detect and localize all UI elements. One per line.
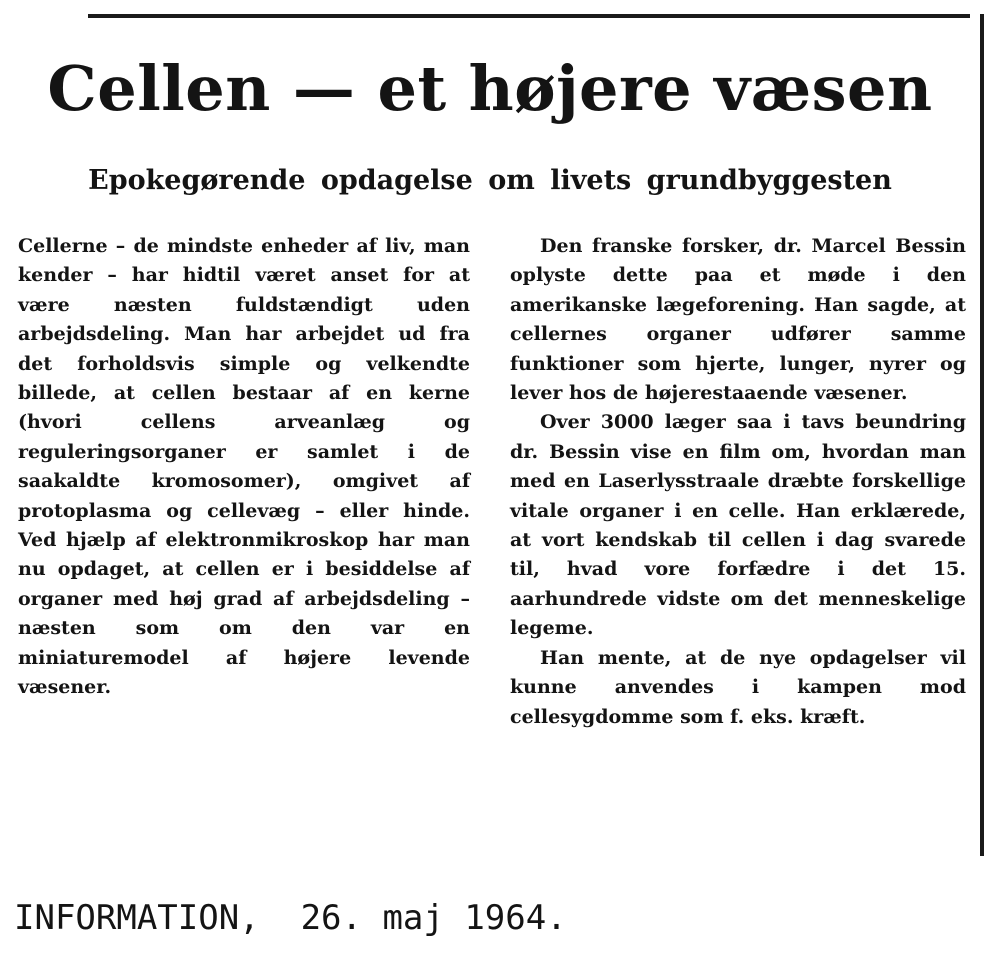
paragraph-left-1: Cellerne – de mindste enheder af liv, man kender – har hidtil været anset for at være næsten fuldstændigt uden arbejdsdeling. Man har arbejdet ud fra det forholdsvis simple og velkendte billede, at cellen bestaar af en kerne (hvori cellens arveanlæg og reguleringsorganer er samlet i de saakaldte kromosomer), omgivet af protoplasma og cellevæg – eller hinde. Ved hjælp af elektronmikroskop har man nu opdaget, at cellen er i besiddelse af organer med høj grad af arbejdsdeling – næsten som om den var en miniaturemodel af højere levende væsener. [18, 235, 470, 699]
right-rule [980, 14, 984, 856]
headline: Cellen — et højere væsen [47, 52, 933, 125]
top-rule [88, 14, 970, 18]
left-column [18, 232, 470, 703]
paragraph-right-2: Over 3000 læger saa i tavs beundring dr. Bessin vise en film om, hvordan man med en Laserlysstraale dræbte forskellige vitale organer i en celle. Han erklærede, at vort kendskab til cellen i dag svarede til, hvad vore forfædre i det 15. aarhundrede vidste om det menneskelige legeme. [510, 411, 966, 640]
subheadline: Epokegørende opdagelse om livets grundbyggesten [88, 165, 892, 196]
paragraph-right-1: Den franske forsker, dr. Marcel Bessin oplyste dette paa et møde i den amerikanske lægeforening. Han sagde, at cellernes organer udfører samme funktioner som hjerte, lunger, nyrer og lever hos de højerestaaende væsener. [510, 235, 966, 405]
source-line: INFORMATION, 26. maj 1964. [14, 898, 567, 938]
right-column [510, 232, 966, 732]
paragraph-right-3: Han mente, at de nye opdagelser vil kunne anvendes i kampen mod cellesygdomme som f. eks. kræft. [510, 646, 966, 728]
